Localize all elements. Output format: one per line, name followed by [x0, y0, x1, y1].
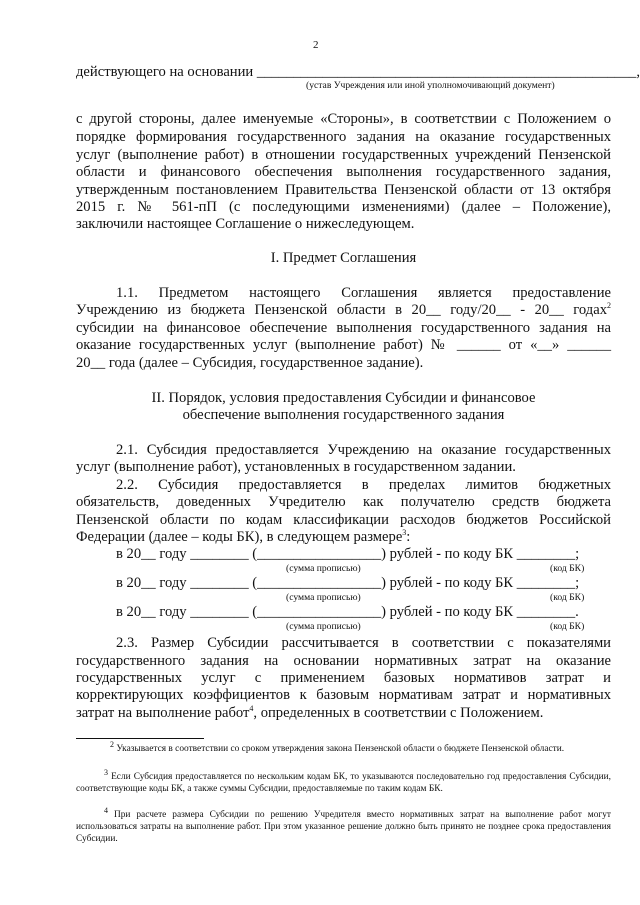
clause-2-3-line: корректирующих коэффициентов к базовым нормативам затрат и нормативных: [76, 687, 611, 703]
clause-2-3-line: 2.3. Размер Субсидии рассчитывается в соответствии с показателями: [116, 635, 611, 651]
preamble-line: заключили настоящее Соглашение о нижеследующем.: [76, 216, 415, 232]
amount-line: в 20__ году ________ (_________________) рублей - по коду БК ________.: [116, 604, 579, 620]
page-number: 2: [313, 39, 319, 51]
preamble-line: 2015 г. № 561-пП (с последующими изменениями) (далее – Положение),: [76, 199, 611, 215]
sum-words-note: (сумма прописью): [286, 563, 361, 574]
preamble-line: с другой стороны, далее именуемые «Стороны», в соответствии с Положением о: [76, 111, 611, 127]
clause-1-1-line: 20__ года (далее – Субсидия, государственное задание).: [76, 355, 424, 371]
bk-code-note: (код БК): [550, 592, 585, 603]
footnote-text: Указывается в соответствии со сроком утверждения закона Пензенской области о бюджете Пензенской области.: [116, 744, 565, 754]
footnote-text: Если Субсидия предоставляется по нескольким кодам БК, то указываются последовательно год предоставления Субсидии, соответствующие коды БК, а также суммы Субсидии, предоставляемые по таким кодам БК.: [76, 772, 611, 794]
bk-code-note: (код БК): [550, 563, 585, 574]
footnote-text: При расчете размера Субсидии по решению Учредителя вместо нормативных затрат на выполнение работ могут использоваться затраты на выполнение работ. При этом указанное решение должно быть принято не позднее срока предоставления Субсидии.: [76, 810, 612, 844]
clause-2-3-line: затрат на выполнение работ$^4$, определенных в соответствии с Положением.: [76, 704, 544, 721]
clause-2-1-line: услуг (выполнение работ), установленных в государственном задании.: [76, 459, 516, 475]
footnote: [76, 805, 612, 845]
bk-code-note: (код БК): [550, 621, 585, 632]
clause-1-1-line: 1.1. Предметом настоящего Соглашения является предоставление: [116, 285, 611, 301]
footnote: [76, 767, 611, 795]
preamble-line: утвержденным постановлением Правительства Пензенской области от 13 октября: [76, 182, 611, 198]
clause-2-1-line: 2.1. Субсидия предоставляется Учреждению на оказание государственных: [116, 442, 611, 458]
footnote: [76, 739, 611, 755]
clause-1-1-line: оказание государственных услуг (выполнение работ) № ______ от «__» ______: [76, 337, 611, 353]
footnote-ref: 2: [607, 301, 611, 311]
clause-2-2-line: Пензенской области по кодам классификации расходов бюджетов Российской: [76, 512, 611, 528]
clause-2-2-line: 2.2. Субсидия предоставляется в пределах лимитов бюджетных: [116, 477, 611, 493]
footnote-ref: 3: [402, 528, 407, 538]
amount-line: в 20__ году ________ (_________________) рублей - по коду БК ________;: [116, 575, 580, 591]
preamble-line: порядке формирования государственного задания на оказание государственных: [76, 129, 611, 145]
preamble-line: области и финансового обеспечения выполнения государственного задания,: [76, 164, 611, 180]
section2-title: обеспечение выполнения государственного задания: [182, 407, 505, 423]
footnote-number: 3: [104, 767, 108, 777]
footnote-ref: 4: [249, 704, 254, 714]
section2-title: II. Порядок, условия предоставления Субсидии и финансовое: [151, 390, 536, 406]
footnote-number: 4: [104, 805, 108, 815]
preamble-line: услуг (выполнение работ) в отношении государственных учреждений Пензенской: [76, 147, 611, 163]
amount-line: в 20__ году ________ (_________________) рублей - по коду БК ________;: [116, 546, 580, 562]
sum-words-note: (сумма прописью): [286, 621, 361, 632]
clause-2-3-line: государственных услуг с применением базовых нормативов затрат и: [76, 670, 611, 686]
clause-1-1-line: Учреждению из бюджета Пензенской области в 20__ году/20__ - 20__ годах$^2$: [76, 301, 611, 318]
footnote-separator: [76, 738, 204, 739]
basis-line: действующего на основании ____________________________________________________,: [76, 64, 640, 80]
footnote-number: 2: [110, 739, 114, 749]
clause-2-3-line: государственного задания на основании нормативных затрат на оказание: [76, 653, 611, 669]
basis-note: (устав Учреждения или иной уполномочивающий документ): [306, 80, 555, 91]
section1-title: I. Предмет Соглашения: [270, 250, 417, 266]
clause-1-1-line: субсидии на финансовое обеспечение выполнения государственного задания на: [76, 320, 611, 336]
clause-2-2-line: обязательств, доведенных Учредителю как получателю средств бюджета: [76, 494, 611, 510]
clause-2-2-line: Федерации (далее – коды БК), в следующем размере$^3$:: [76, 528, 411, 545]
sum-words-note: (сумма прописью): [286, 592, 361, 603]
